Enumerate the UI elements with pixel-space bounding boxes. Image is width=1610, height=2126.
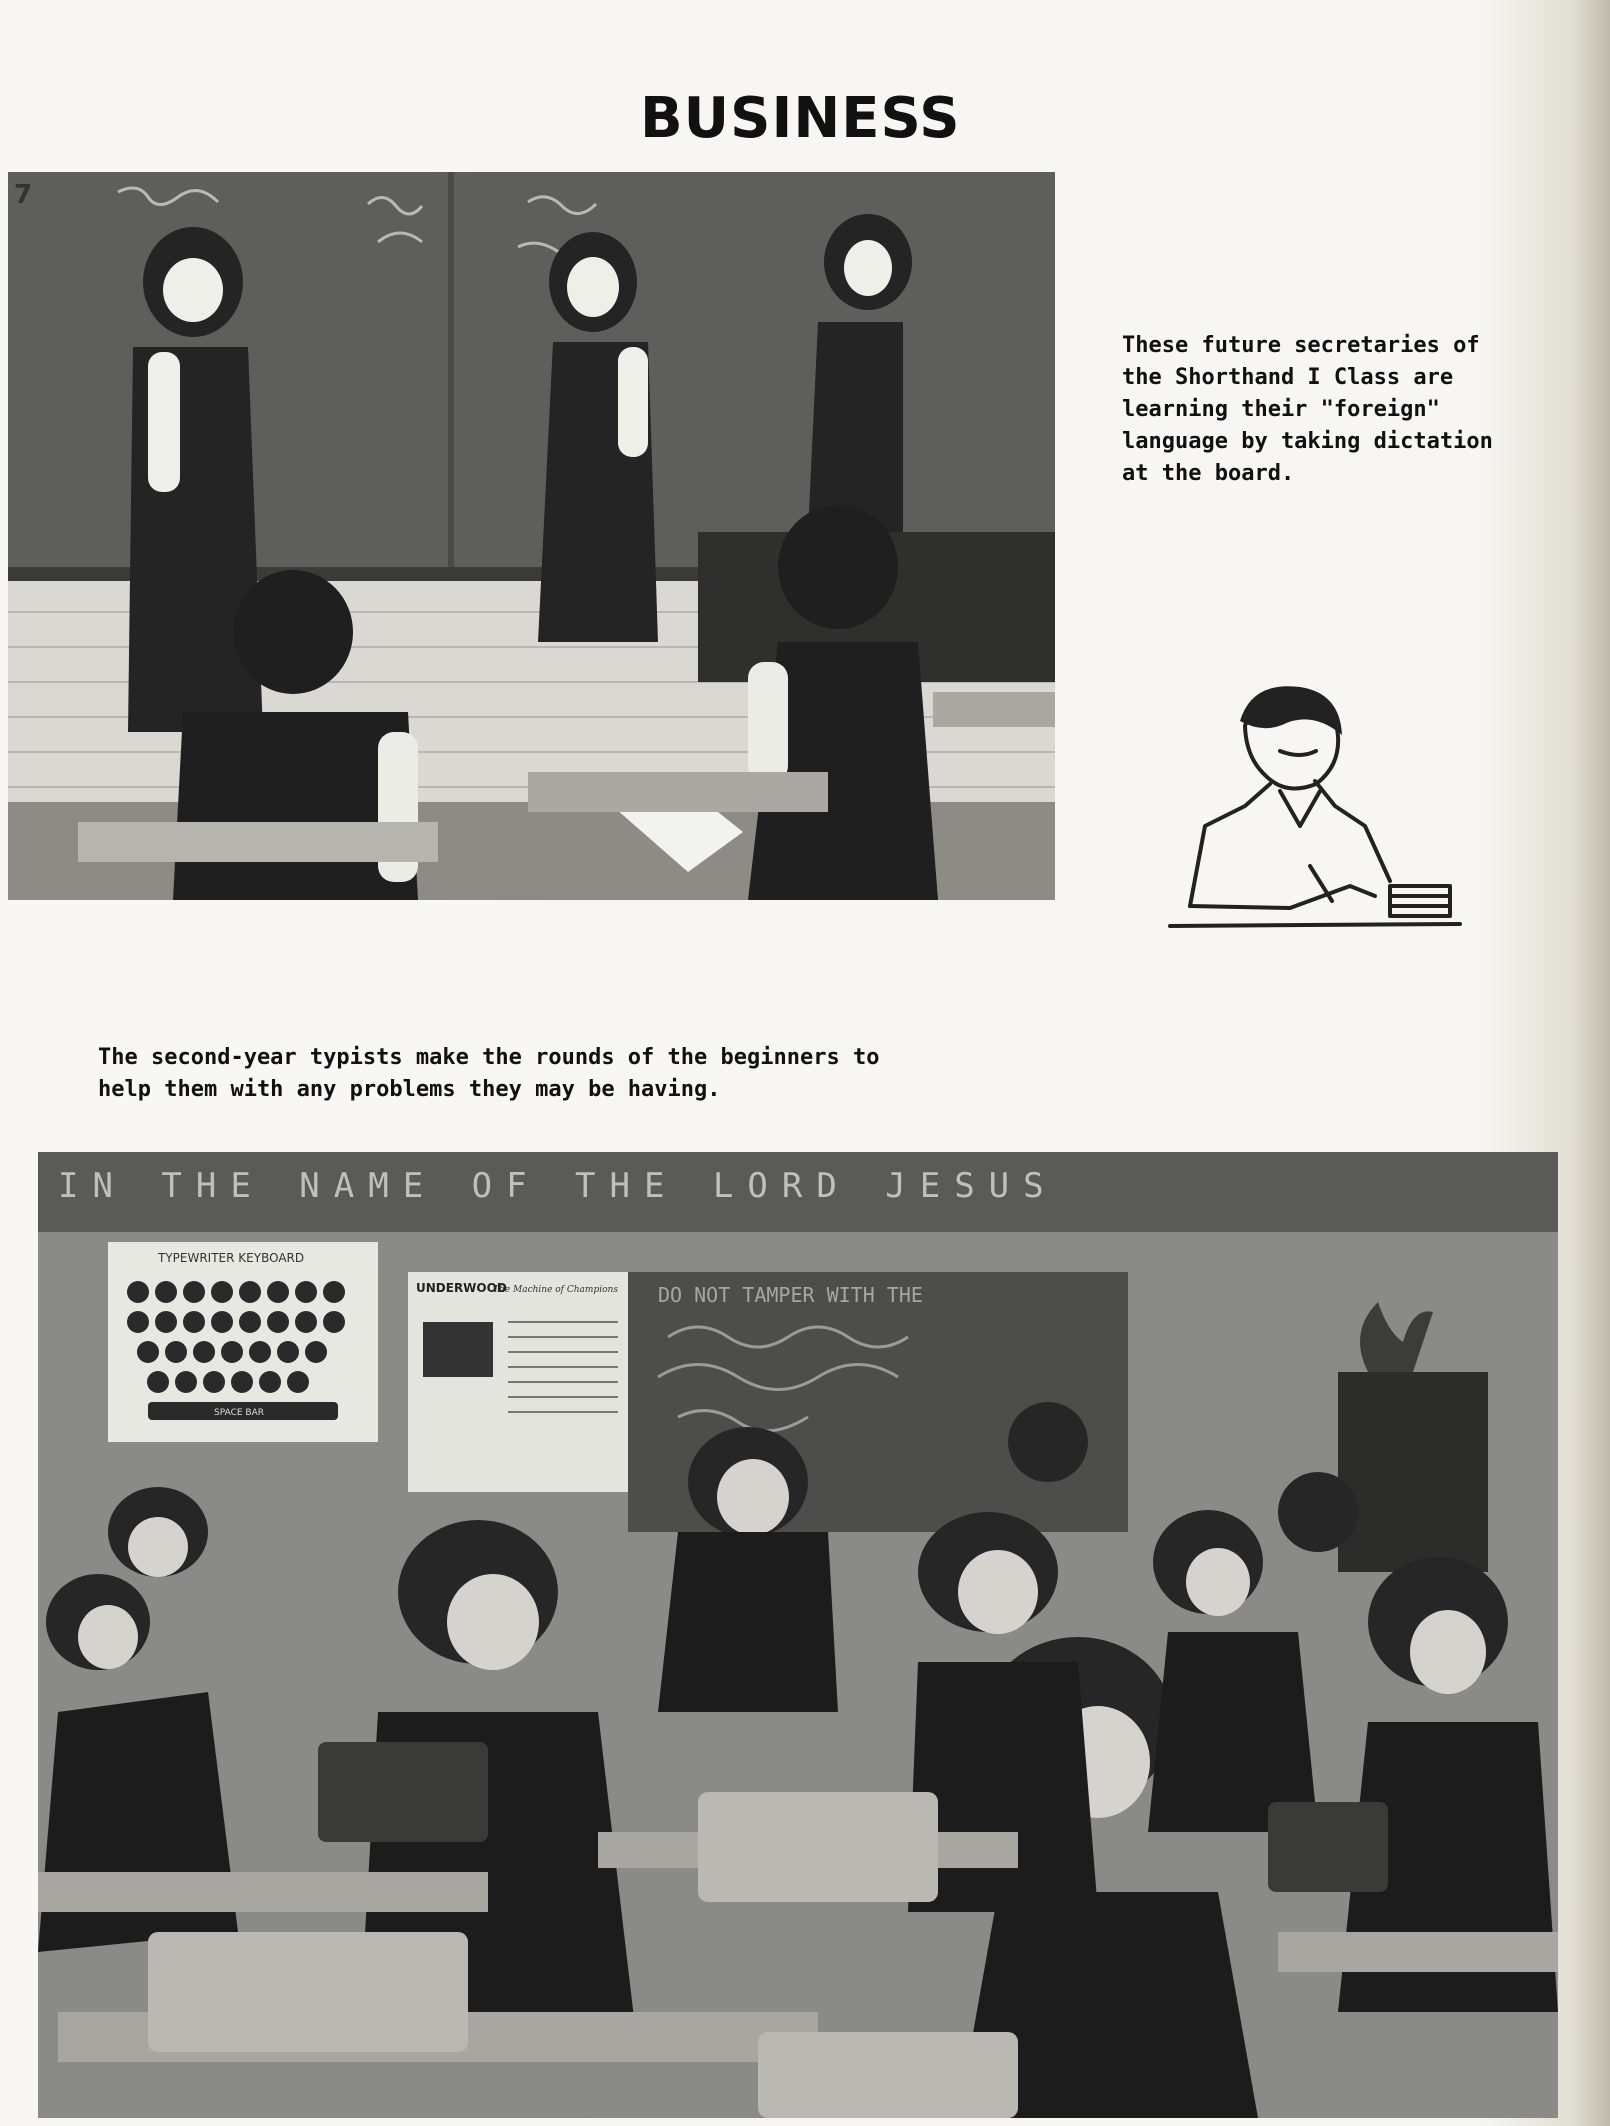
board-text: DO NOT TAMPER WITH THE [658,1283,923,1307]
shorthand-class-photo [8,172,1055,900]
binding-shadow [1574,0,1610,2126]
shorthand-caption: These future secretaries of the Shorthand I Class are learning their "foreign" language by taking dictation at the board. [1122,333,1493,486]
poster-underwood-brand: UNDERWOOD [416,1281,507,1295]
secretary-writing-icon [1160,676,1470,936]
corner-mark: 7 [14,180,33,210]
page-title: BUSINESS [640,86,961,151]
typing-class-photo [38,1152,1558,2118]
poster-space-bar: SPACE BAR [214,1408,264,1418]
poster-underwood-slogan: The Machine of Champions [493,1285,618,1295]
poster-keyboard-title: TYPEWRITER KEYBOARD [158,1251,305,1265]
typing-caption: The second-year typists make the rounds of the beginners to help them with any problems they may be having. [98,1045,880,1102]
blackboard-photo-icon [8,172,1055,900]
typing-classroom-icon [38,1152,1558,2118]
banner-text: IN THE NAME OF THE LORD JESUS [58,1166,1058,1206]
